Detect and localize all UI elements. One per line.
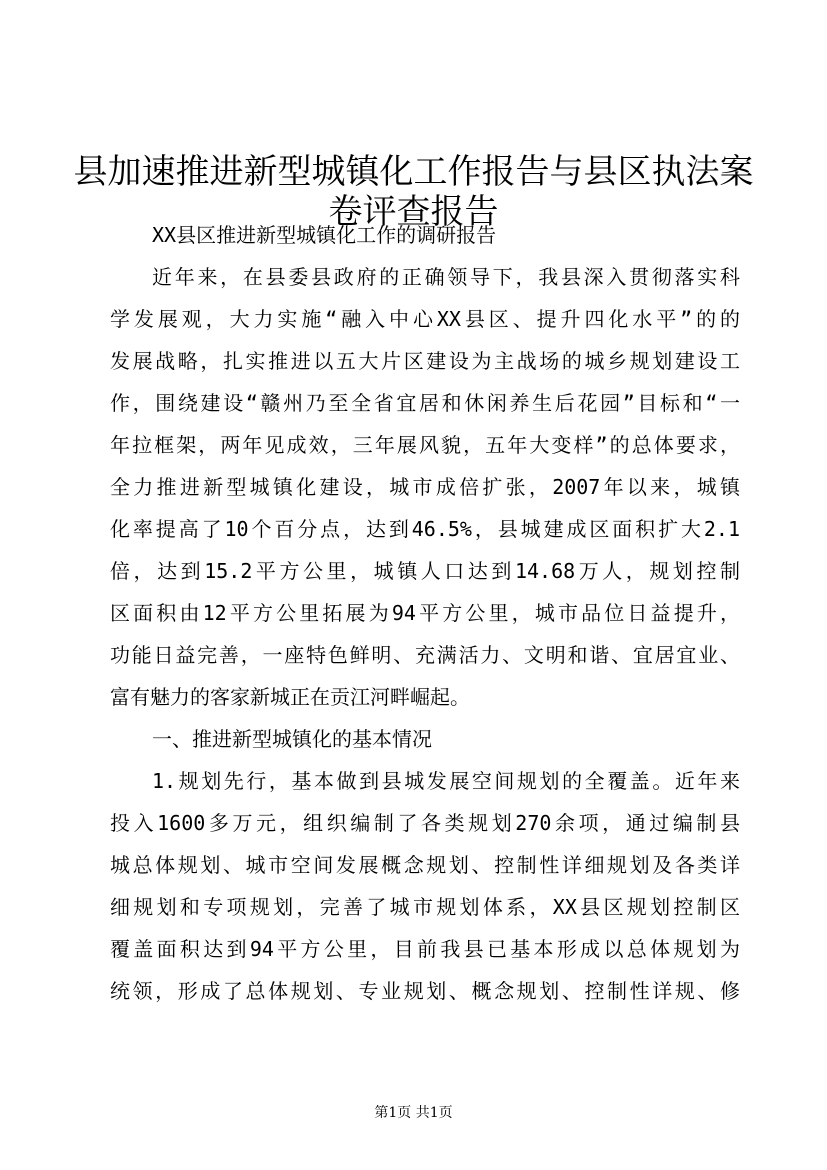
text-line: 1.规划先行，基本做到县城发展空间规划的全覆盖。近年来 xyxy=(152,769,740,793)
paragraph-planning xyxy=(110,760,740,1012)
text-line: 化率提高了10个百分点，达到46.5%，县城建成区面积扩大2.1 xyxy=(110,517,740,541)
document-title-line-2: 卷评查报告 xyxy=(328,192,499,232)
text-line: 发展战略，扎实推进以五大片区建设为主战场的城乡规划建设工 xyxy=(110,349,740,373)
text-line: 年拉框架，两年见成效，三年展风貌，五年大变样”的总体要求， xyxy=(110,433,740,457)
text-line: 功能日益完善，一座特色鲜明、充满活力、文明和谐、宜居宜业、 xyxy=(110,643,740,667)
document-body xyxy=(110,214,740,1012)
text-line: 作，围绕建设“赣州乃至全省宜居和休闲养生后花园”目标和“一 xyxy=(110,391,740,415)
text-line: 覆盖面积达到94平方公里，目前我县已基本形成以总体规划为 xyxy=(110,937,740,961)
text-line: 细规划和专项规划，完善了城市规划体系，XX县区规划控制区 xyxy=(110,895,740,919)
text-line: 富有魅力的客家新城正在贡江河畔崛起。 xyxy=(110,685,470,709)
text-line: 倍，达到15.2平方公里，城镇人口达到14.68万人，规划控制 xyxy=(110,559,740,583)
page-number-footer: 第1页 共1页 xyxy=(374,1105,453,1121)
text-line: 统领，形成了总体规划、专业规划、概念规划、控制性详规、修 xyxy=(110,979,740,1003)
text-line: 投入1600多万元，组织编制了各类规划270余项，通过编制县 xyxy=(110,811,740,835)
paragraph-intro xyxy=(110,256,740,718)
report-subtitle: XX县区推进新型城镇化工作的调研报告 xyxy=(152,223,497,247)
section-heading: 一、推进新型城镇化的基本情况 xyxy=(152,727,432,751)
text-line: 学发展观，大力实施“融入中心XX县区、提升四化水平”的的 xyxy=(110,307,740,331)
text-line: 全力推进新型城镇化建设，城市成倍扩张，2007年以来，城镇 xyxy=(110,475,740,499)
document-title-line-1: 县加速推进新型城镇化工作报告与县区执法案 xyxy=(73,152,754,192)
text-line: 城总体规划、城市空间发展概念规划、控制性详细规划及各类详 xyxy=(110,853,740,877)
text-line: 区面积由12平方公里拓展为94平方公里，城市品位日益提升， xyxy=(110,601,740,625)
text-line: 近年来，在县委县政府的正确领导下，我县深入贯彻落实科 xyxy=(152,265,740,289)
